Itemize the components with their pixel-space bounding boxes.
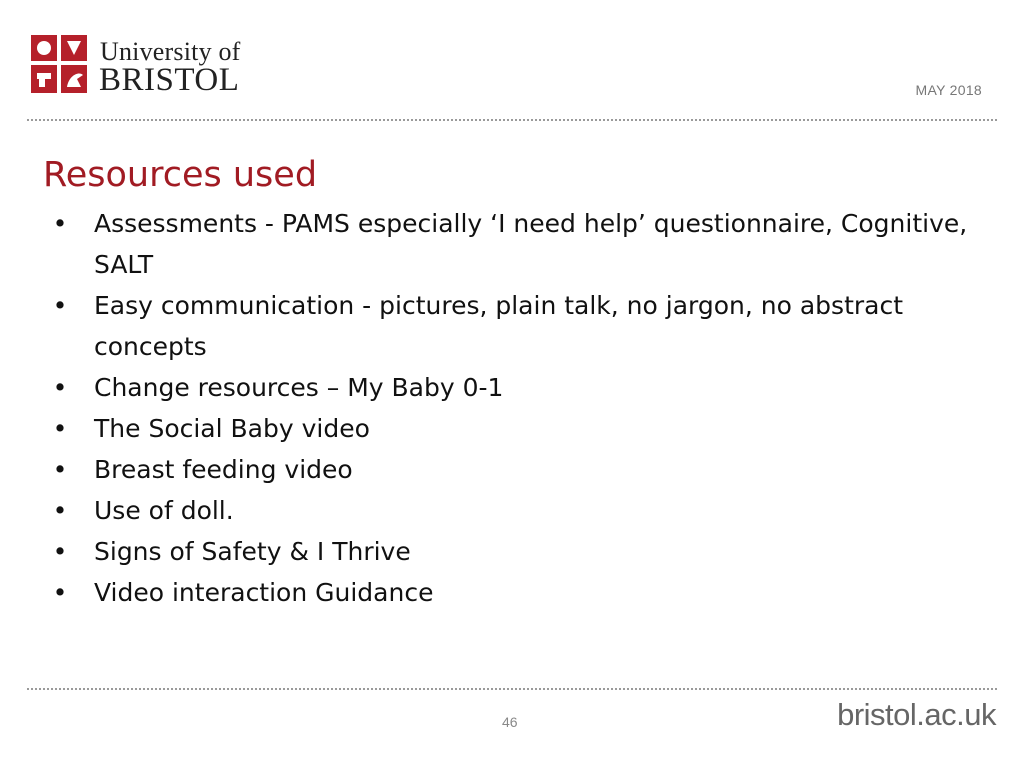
bullet-text: Easy communication - pictures, plain talk, no jargon, no abstract concepts [94,291,904,361]
bullet-text: Breast feeding video [94,455,353,484]
bullet-item [44,408,994,449]
bullet-item [44,490,994,531]
bullet-item [44,285,994,367]
bullet-list [44,203,994,613]
bullet-text: The Social Baby video [94,414,370,443]
site-url: bristol.ac.uk [837,697,996,732]
bullet-item [44,449,994,490]
bullet-text: Signs of Safety & I Thrive [94,537,411,566]
bullet-icon: • [52,209,68,238]
bullet-item [44,367,994,408]
bullet-icon: • [52,496,68,525]
bullet-icon: • [52,291,68,320]
logo-line-bristol: BRISTOL [99,62,240,98]
bullet-item [44,572,994,613]
bullet-icon: • [52,455,68,484]
bullet-item [44,531,994,572]
bullet-text: Change resources – My Baby 0-1 [94,373,504,402]
page-number: 46 [502,714,518,730]
bullet-item [44,203,994,285]
bullet-text: Video interaction Guidance [94,578,434,607]
bullet-icon: • [52,414,68,443]
footer-divider [27,688,997,690]
bullet-icon: • [52,537,68,566]
logo-line-university: University of [100,37,241,66]
university-logo [27,31,257,99]
bullet-text: Assessments - PAMS especially ‘I need help’ questionnaire, Cognitive, SALT [94,209,968,279]
header-divider [27,119,997,121]
slide-date: MAY 2018 [915,82,982,98]
bullet-icon: • [52,373,68,402]
slide-title: Resources used [43,155,318,195]
bullet-text: Use of doll. [94,496,234,525]
bullet-icon: • [52,578,68,607]
university-crest-icon [27,31,91,97]
